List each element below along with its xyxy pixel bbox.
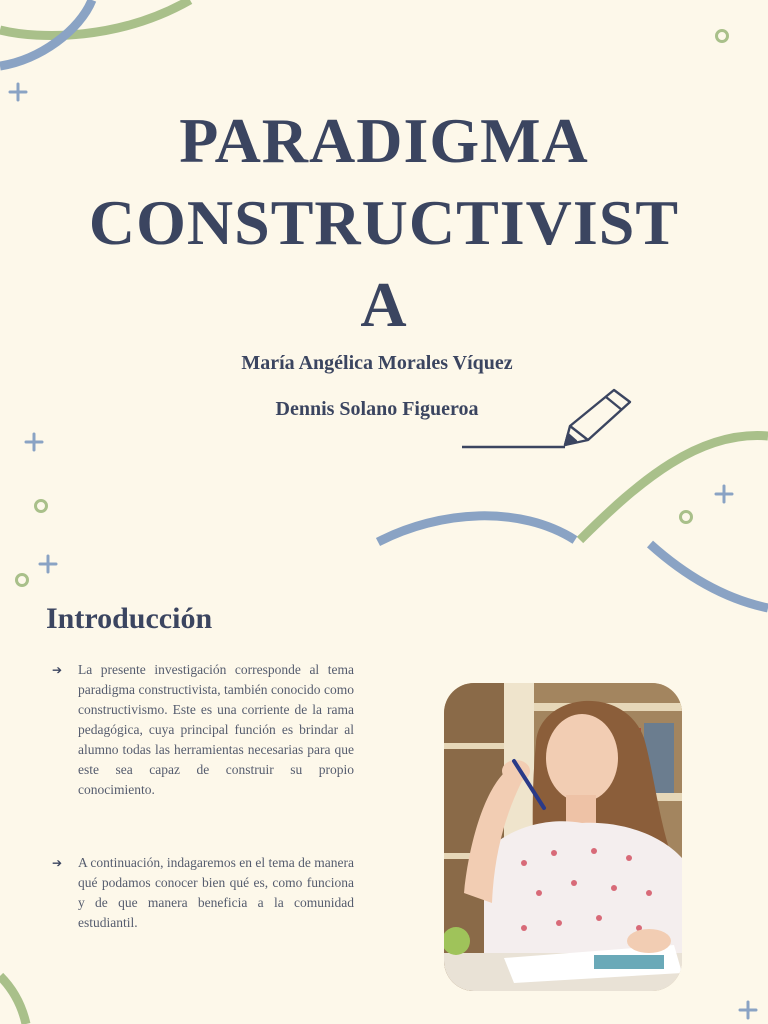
bullet-text: A continuación, indagaremos en el tema de manera qué podamos conocer bien qué es, como funciona y de que manera beneficia a la comunidad estudiantil. <box>78 855 354 930</box>
blue-wave <box>650 544 768 608</box>
blue-wave <box>378 516 575 542</box>
arrow-icon: ➔ <box>52 663 63 677</box>
plus-icon <box>10 84 26 100</box>
circle-icon <box>36 501 47 512</box>
plus-icon <box>26 434 42 450</box>
list-item <box>52 853 354 933</box>
title-line: CONSTRUCTIVIST <box>88 187 680 258</box>
plus-icon <box>40 556 56 572</box>
green-curve <box>0 0 190 36</box>
author-name: María Angélica Morales Víquez <box>241 352 513 374</box>
student-photo <box>444 683 682 991</box>
circle-icon <box>17 575 28 586</box>
green-curve <box>0 976 26 1024</box>
cover-title <box>0 100 768 346</box>
plus-icon <box>740 1002 756 1018</box>
title-line: PARADIGMA <box>179 105 589 176</box>
intro-bullet-list <box>52 660 354 933</box>
circle-icon <box>681 512 692 523</box>
author-name: Dennis Solano Figueroa <box>275 398 479 420</box>
bullet-text: La presente investigación corresponde al tema paradigma constructivista, también conocido como constructivismo. Este es una corriente de la rama pedagógica, cuya principal función es brindar al alumno todas las herramientas necesarias para que este sea capaz de construir su propio conocimiento. <box>78 662 354 797</box>
section-heading: Introducción <box>46 602 213 635</box>
list-item <box>52 660 354 800</box>
blue-curve <box>0 0 92 66</box>
arrow-icon: ➔ <box>52 856 63 870</box>
circle-icon <box>717 31 728 42</box>
green-wave <box>580 436 768 540</box>
plus-icon <box>716 486 732 502</box>
title-line: A <box>360 269 408 340</box>
